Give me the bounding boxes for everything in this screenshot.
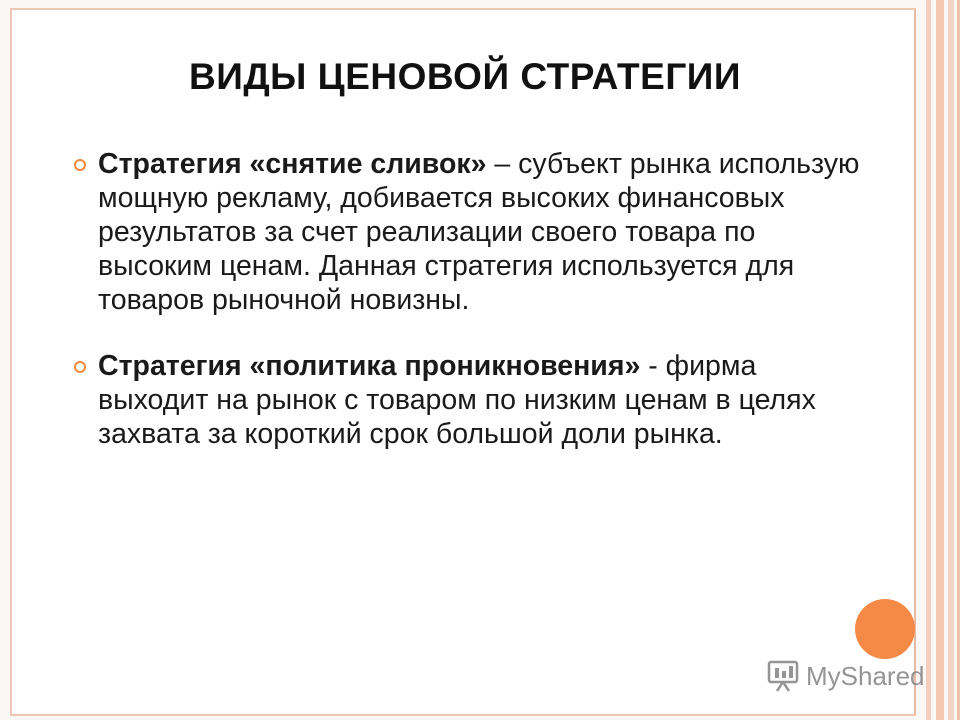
watermark-label: MyShared [806,660,925,691]
presentation-icon [766,659,802,693]
decorative-stripe [948,0,954,720]
bullet-item [74,349,874,451]
circle-bullet-icon [74,361,86,373]
decorative-stripe [926,0,931,720]
bullet-description: – субъект рынка использую мощную рекламу, добивается высоких финансовых результатов за счет реализации своего товара по высоким ценам. Данная стратегия используется для товаров рыночной новизны. [98,148,860,316]
bullet-list [74,147,874,483]
slide-frame [10,8,916,716]
bullet-term: Стратегия «снятие сливок» [98,148,487,180]
watermark [766,656,925,696]
circle-bullet-icon [74,159,86,171]
orange-circle-decoration [855,599,915,659]
bullet-text [98,148,859,316]
bullet-term: Стратегия «политика проникновения» [98,350,641,382]
bullet-text [98,350,816,450]
bullet-item [74,147,874,317]
decorative-stripe [936,0,944,720]
slide-title: ВИДЫ ЦЕНОВОЙ СТРАТЕГИИ [189,56,741,97]
bullet-description: - фирма выходит на рынок с товаром по низким ценам в целях захвата за короткий срок большой доли рынка. [98,350,816,450]
